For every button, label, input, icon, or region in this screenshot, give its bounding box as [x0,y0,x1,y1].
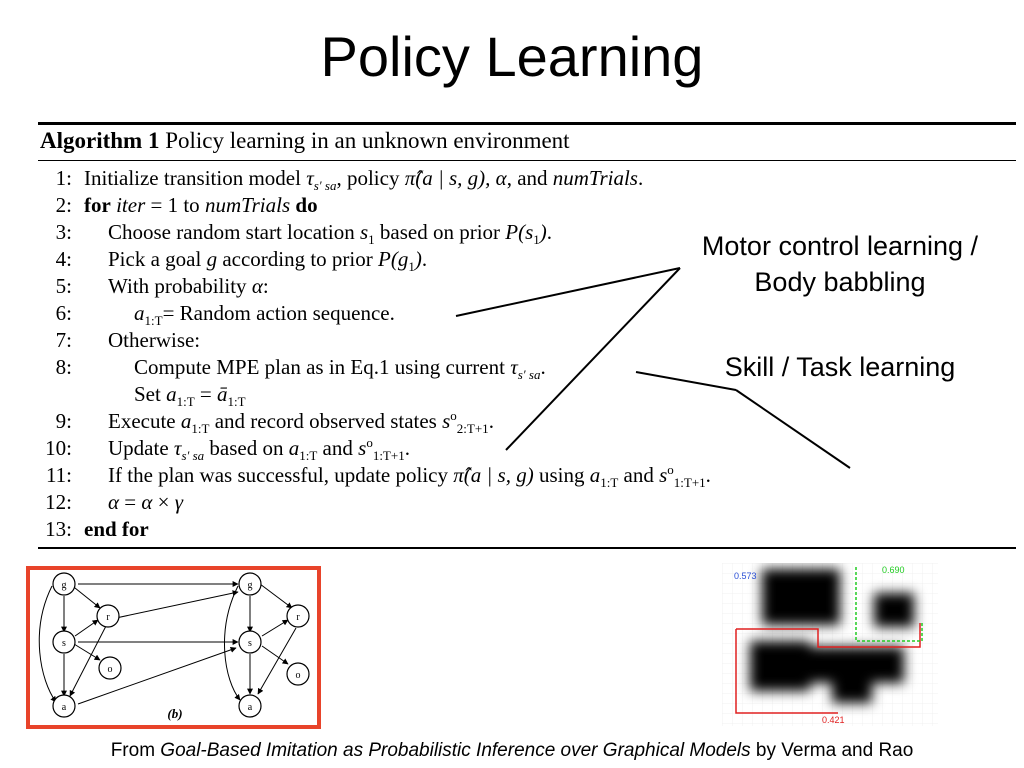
algorithm-line-3: Choose random start location $s_1$ based on prior $P(s_1)$. [108,220,553,248]
algorithm-line-2: for iter = 1 to numTrials do [84,193,318,217]
caption-paper-title: Goal-Based Imitation as Probabilistic Inference over Graphical Models [160,740,751,761]
line-number: 1: [55,166,72,190]
algorithm-line-7: Otherwise: [108,328,201,352]
node-label: a [61,702,67,713]
map-value-top-left: 0.573 [734,571,757,581]
graphical-model-diagram [30,570,317,725]
line-number: 4: [55,247,72,271]
graphical-model-figure [26,566,321,729]
algorithm-line-13: end for [84,517,149,541]
node-label: s [62,638,66,649]
algorithm-line-8: Compute MPE plan as in Eq.1 using current $\tau_{s' sa}$. [134,355,546,383]
node-label: g [61,580,67,591]
connector-motor-to-line6 [456,268,680,316]
graph-subfigure-label: (b) [167,706,183,721]
annotation-skill-task: Skill / Task learning [724,352,956,382]
line-number: 13: [45,517,72,541]
map-diagram [722,563,938,726]
line-number: 9: [55,409,72,433]
node-label: a [247,702,253,713]
line-number: 5: [55,274,72,298]
line-number: 2: [55,193,72,217]
algorithm-line-5: With probability α: [108,274,269,298]
line-number: 11: [45,463,72,487]
map-value-top-right: 0.690 [882,565,905,575]
node-label: g [247,580,253,591]
algorithm-line-6: $a_{1:T}=$ Random action sequence. [134,301,395,329]
map-value-bottom: 0.421 [822,715,845,725]
connector-skill-a [636,372,736,390]
slide-title: Policy Learning [320,25,704,88]
algorithm-line-12: α = α × γ [108,490,184,514]
caption-prefix: From [110,740,156,761]
algorithm-line-1: Initialize transition model $\tau_{s' sa}$, policy π̂(a | s, g), α, and numTrials. [84,166,644,194]
node-label: o [295,670,301,681]
node-label: o [107,664,113,675]
line-number: 8: [55,355,72,379]
connector-skill-b [736,390,850,468]
annotation-motor-line2: Body babbling [754,267,926,297]
algorithm-line-4: Pick a goal g according to prior $P(g_1)$. [108,247,428,275]
line-number: 12: [45,490,72,514]
line-number: 7: [55,328,72,352]
caption-suffix: by Verma and Rao [755,740,914,761]
node-label: r [106,612,110,623]
line-number: 6: [55,301,72,325]
line-number: 3: [55,220,72,244]
source-caption [0,738,1024,764]
annotation-motor-line1: Motor control learning / [701,231,979,261]
algorithm-line-11: If the plan was successful, update policy π̂(a | s, g) using $a_{1:T}$ and $s^o_{1:T+1}$. [108,462,711,491]
algorithm-name: Policy learning in an unknown environment [165,128,570,153]
node-label: r [296,612,300,623]
algorithm-line-9: Execute $a_{1:T}$ and record observed states $s^o_{2:T+1}$. [108,408,494,437]
line-number: 10: [45,436,72,460]
node-label: s [248,638,252,649]
algorithm-label: Algorithm 1 [40,128,160,153]
algorithm-line-10: Update $\tau_{s' sa}$ based on $a_{1:T}$ and $s^o_{1:T+1}$. [108,435,410,464]
map-figure [722,563,938,726]
connector-motor-to-line10 [506,268,680,450]
algorithm-line-8b: Set $a_{1:T}$ = $ā_{1:T}$ [134,382,246,410]
